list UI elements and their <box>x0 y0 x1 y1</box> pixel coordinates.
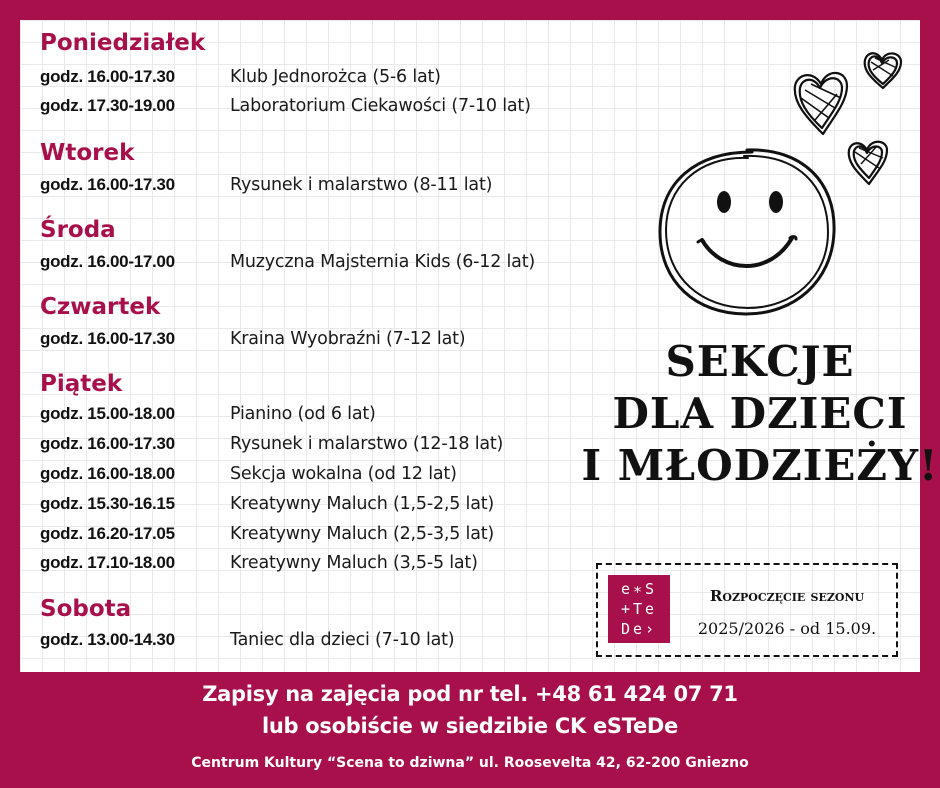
time-slot: godz. 16.00-17.00 <box>40 252 175 271</box>
time-slot: godz. 16.00-18.00 <box>40 464 175 483</box>
logo-text: e∗S <box>620 580 658 598</box>
logo-text: +Te <box>620 600 658 618</box>
day-heading-friday: Piątek <box>40 371 123 397</box>
activity-name: Klub Jednorożca (5-6 lat) <box>230 67 441 87</box>
time-slot: godz. 16.00-17.30 <box>40 434 175 453</box>
day-heading-tuesday: Wtorek <box>40 140 135 166</box>
time-slot: godz. 15.30-16.15 <box>40 494 175 513</box>
time-slot: godz. 16.00-17.30 <box>40 67 175 86</box>
smiley-face-icon <box>652 142 842 322</box>
heart-icon <box>849 142 887 184</box>
time-slot: godz. 17.10-18.00 <box>40 553 175 572</box>
day-heading-saturday: Sobota <box>40 596 132 622</box>
activity-name: Kreatywny Maluch (1,5-2,5 lat) <box>230 494 495 514</box>
time-slot: godz. 15.00-18.00 <box>40 404 175 423</box>
time-slot: godz. 13.00-14.30 <box>40 630 175 649</box>
headline-line: DLA DZIECI <box>612 389 908 438</box>
activity-name: Kreatywny Maluch (3,5-5 lat) <box>230 553 478 573</box>
headline-line: I MŁODZIEŻY! <box>581 441 939 490</box>
estede-logo <box>608 575 670 643</box>
season-dates: 2025/2026 - od 15.09. <box>697 619 877 638</box>
activity-name: Taniec dla dzieci (7-10 lat) <box>230 630 455 650</box>
signup-inperson-text: lub osobiście w siedzibie CK eSTeDe <box>262 714 678 738</box>
day-heading-thursday: Czwartek <box>40 294 161 320</box>
day-heading-wednesday: Środa <box>40 217 116 243</box>
schedule-card <box>20 20 939 672</box>
time-slot: godz. 16.20-17.05 <box>40 524 175 543</box>
activity-name: Sekcja wokalna (od 12 lat) <box>230 464 457 484</box>
activity-name: Muzyczna Majsternia Kids (6-12 lat) <box>230 252 535 272</box>
activity-name: Kraina Wyobraźni (7-12 lat) <box>230 329 466 349</box>
headline-line: SEKCJE <box>665 337 855 386</box>
time-slot: godz. 17.30-19.00 <box>40 96 175 115</box>
signup-phone-text: Zapisy na zajęcia pod nr tel. +48 61 424 07 71 <box>202 682 738 706</box>
day-heading-monday: Poniedziałek <box>40 30 206 56</box>
activity-name: Pianino (od 6 lat) <box>230 404 376 424</box>
headline <box>580 336 940 492</box>
activity-name: Rysunek i malarstwo (12-18 lat) <box>230 434 504 454</box>
activity-name: Rysunek i malarstwo (8-11 lat) <box>230 175 493 195</box>
heart-icon <box>865 53 901 88</box>
season-start-box <box>596 563 898 657</box>
time-slot: godz. 16.00-17.30 <box>40 175 175 194</box>
heart-icon <box>795 73 847 134</box>
logo-text: De› <box>620 620 658 638</box>
address-text: Centrum Kultury “Scena to dziwna” ul. Roosevelta 42, 62-200 Gniezno <box>191 755 749 771</box>
activity-name: Laboratorium Ciekawości (7-10 lat) <box>230 96 531 116</box>
season-label: Rozpoczęcie sezonu <box>709 587 865 605</box>
time-slot: godz. 16.00-17.30 <box>40 329 175 348</box>
activity-name: Kreatywny Maluch (2,5-3,5 lat) <box>230 524 495 544</box>
